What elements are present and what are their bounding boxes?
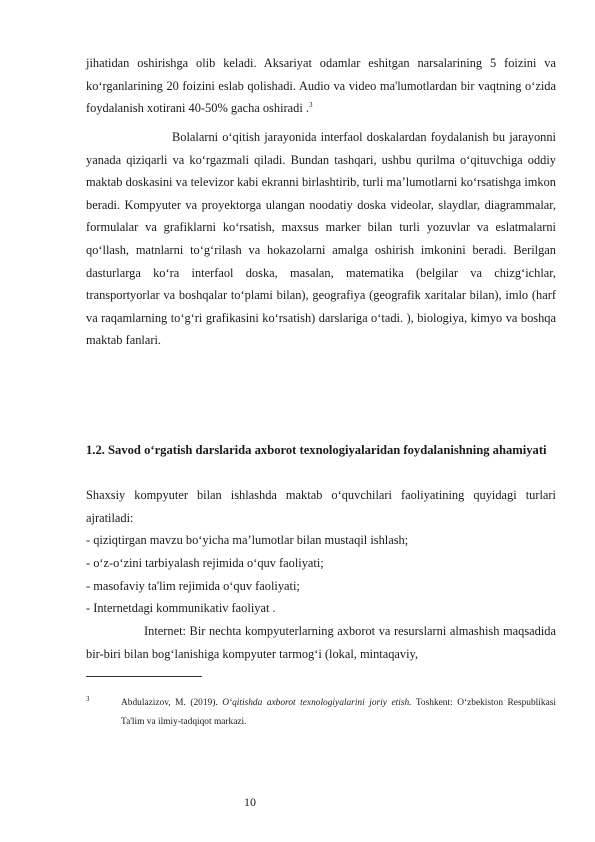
footnote: 3 Abdulazizov, M. (2019). O‘qitishda axborot texnologiyalarini joriy etish. Toshkent: O‘zbekiston Respublikasi Ta'lim va ilmiy-tadqiqot markazi. [86,694,556,732]
page-number: 10 [244,795,256,809]
paragraph-3: Shaxsiy kompyuter bilan ishlashda maktab o‘quvchilari faoliyatining quyidagi turlari ajratiladi: [86,488,556,525]
footnote-title: O‘qitishda axborot texnologiyalarini joriy etish. [222,698,412,708]
list-item: - qiziqtirgan mavzu bo‘yicha ma’lumotlar bilan mustaqil ishlash; [86,533,409,547]
footnote-body [121,694,556,732]
paragraph-4: Internet: Bir nechta kompyuterlarning axborot va resurslarni almashish maqsadida bir-biri bilan bog‘lanishiga kompyuter tarmog‘i (lokal, mintaqaviy, [86,624,556,661]
paragraph-1 [86,52,556,120]
section-heading: 1.2. Savod o‘rgatish darslarida axborot texnologiyalaridan foydalanishning ahamiyati [86,443,547,457]
list-item: - Internetdagi kommunikativ faoliyat . [86,601,276,615]
footnote-divider [86,676,202,677]
list-item: - o‘z-o‘zini tarbiyalash rejimida o‘quv faoliyati; [86,556,324,570]
paragraph-2: Bolalarni o‘qitish jarayonida interfaol doskalardan foydalanish bu jarayonni yanada qiziqarli va ko‘rgazmali qiladi. Bundan tashqari, ushbu qurilma o‘qituvchiga oddiy maktab doskasini va televizor kabi ekranni birlashtirib, turli ma’lumotlarni ko‘rsatishga imkon beradi. Kompyuter va proyektorga ulangan noodatiy doska videolar, slaydlar, diagrammalar, formulalar va grafiklarni ko‘rsatish, maxsus marker bilan turli yozuvlar va eslatmalarni qo‘llash, matnlarni to‘g‘rilash va hokazolarni amalga oshirish imkonini beradi. Berilgan dasturlarga ko‘ra interfaol doska, masalan, matematika (belgilar va chizg‘ichlar, transportyorlar va boshqalar to‘plami bilan), geografiya (geografik xaritalar bilan), imlo (harf va raqamlarning to‘g‘ri grafikasini ko‘rsatish) darslariga o‘tadi. ), biologiya, kimyo va boshqa maktab fanlari. [86,130,556,348]
footnote-author: Abdulazizov, M. (2019). [121,698,223,708]
footnote-publisher: Toshkent: O‘zbekiston Respublikasi Ta'lim va ilmiy-tadqiqot markazi. [121,698,556,727]
footnote-ref-3[interactable]: 3 [308,101,313,110]
list-item: - masofaviy ta'lim rejimida o‘quv faoliyati; [86,579,300,593]
paragraph-1-text: jihatidan oshirishga olib keladi. Aksariyat odamlar eshitgan narsalarining 5 foizini va ko‘rganlarining 20 foizini eslab qolishadi. Audio va video ma'lumotlardan bir vaqtning o‘zida foydalanish xotirani 40-50% gacha oshiradi . [86,56,556,116]
